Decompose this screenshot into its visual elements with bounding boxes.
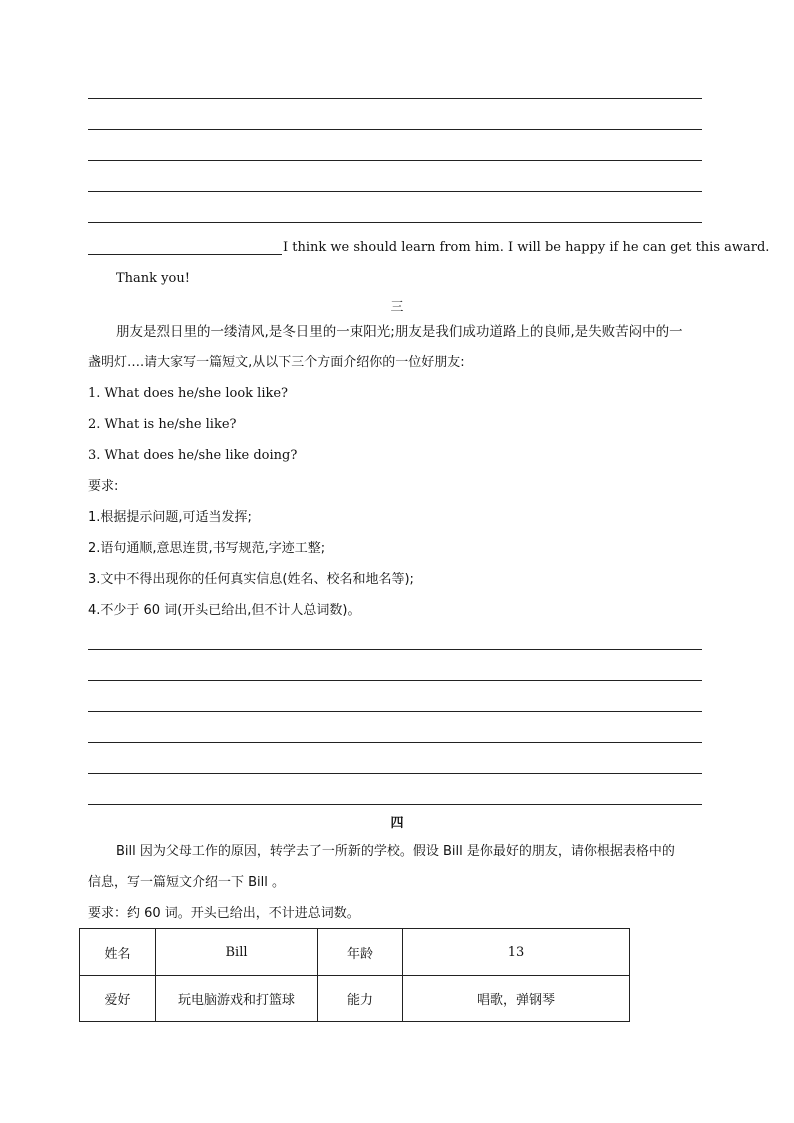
- table-cell: 玩电脑游戏和打篮球: [156, 976, 318, 1022]
- table-row: [80, 976, 630, 1022]
- writing-line[interactable]: [88, 680, 702, 681]
- writing-line[interactable]: [88, 222, 702, 223]
- question-2: 2. What is he/she like?: [88, 417, 237, 432]
- section4-intro-line2: 信息，写一篇短文介绍一下 Bill 。: [88, 875, 286, 890]
- writing-line[interactable]: [88, 742, 702, 743]
- writing-line[interactable]: [88, 160, 702, 161]
- writing-line[interactable]: [88, 773, 702, 774]
- writing-line[interactable]: [88, 649, 702, 650]
- thank-you-text: Thank you!: [116, 271, 190, 286]
- requirement-4: 4.不少于 60 词(开头已给出,但不计人总词数)。: [88, 603, 361, 618]
- table-cell: 姓名: [80, 929, 156, 976]
- writing-line[interactable]: [88, 98, 702, 99]
- section3-intro-line1: 朋友是烈日里的一缕清风,是冬日里的一束阳光;朋友是我们成功道路上的良师,是失败苦闷中的一: [116, 324, 683, 340]
- requirement-3: 3.文中不得出现你的任何真实信息(姓名、校名和地名等);: [88, 572, 414, 587]
- table-cell: 13: [403, 929, 630, 976]
- section-heading-3: 三: [390, 300, 404, 315]
- requirements-label: 要求:: [88, 479, 119, 494]
- table-cell: 年龄: [318, 929, 403, 976]
- section4-requirements: 要求：约 60 词。开头已给出，不计进总词数。: [88, 906, 360, 921]
- fill-in-blank[interactable]: [88, 254, 282, 255]
- section4-intro-line1: Bill 因为父母工作的原因，转学去了一所新的学校。假设 Bill 是你最好的朋友，请你根据表格中的: [116, 844, 675, 859]
- section-heading-4: 四: [390, 816, 404, 831]
- writing-line[interactable]: [88, 129, 702, 130]
- requirement-2: 2.语句通顺,意思连贯,书写规范,字迹工整;: [88, 541, 326, 556]
- info-table: [79, 928, 630, 1022]
- table-cell: Bill: [156, 929, 318, 976]
- table-row: [80, 929, 630, 976]
- writing-line[interactable]: [88, 711, 702, 712]
- table-cell: 爱好: [80, 976, 156, 1022]
- question-3: 3. What does he/she like doing?: [88, 448, 298, 463]
- table-cell: 能力: [318, 976, 403, 1022]
- writing-line[interactable]: [88, 804, 702, 805]
- writing-line[interactable]: [88, 191, 702, 192]
- question-1: 1. What does he/she look like?: [88, 386, 289, 401]
- requirement-1: 1.根据提示问题,可适当发挥;: [88, 510, 252, 525]
- section3-intro-line2: 盏明灯….请大家写一篇短文,从以下三个方面介绍你的一位好朋友:: [88, 355, 465, 370]
- closing-line: I think we should learn from him. I will be happy if he can get this award.: [283, 240, 770, 255]
- table-cell: 唱歌，弹钢琴: [403, 976, 630, 1022]
